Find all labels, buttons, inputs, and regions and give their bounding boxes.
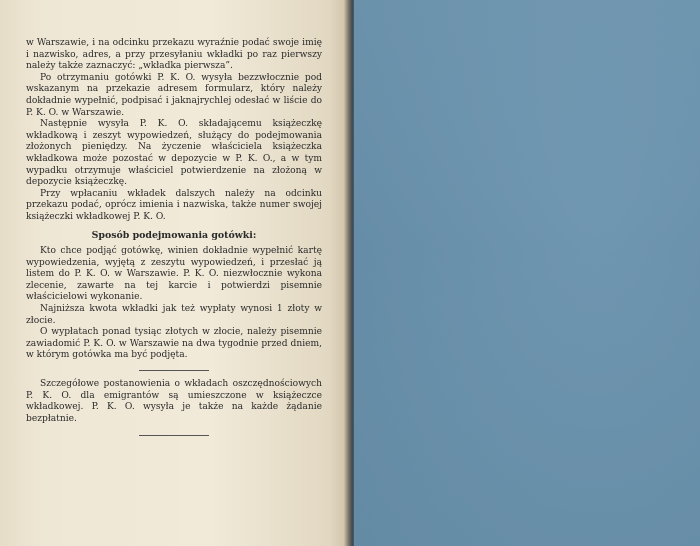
section-heading: Sposób podejmowania gotówki:	[91, 229, 257, 241]
divider-rule-bottom	[139, 435, 209, 436]
blue-cover-page	[354, 0, 700, 546]
paragraph-7: O wypłatach ponad tysiąc złotych w złocie, należy pisemnie zawiadomić P. K. O. w Warszawie na dwa tygodnie przed dniem, w którym gotówka ma być podjęta.	[26, 327, 322, 361]
paragraph-2: Po otrzymaniu gotówki P. K. O. wysyła bezzwłocznie pod wskazanym na przekazie adresem formularz, który należy dokładnie wypełnić, podpisać i jaknajrychlej odesłać w liście do P. K. O. w Warszawie.	[26, 72, 322, 118]
paragraph-1: w Warszawie, i na odcinku przekazu wyraźnie podać swoje imię i nazwisko, adres, a przy przesyłaniu wkładki po raz pierwszy należy także zaznaczyć: „wkładka pierwsza”.	[26, 38, 322, 72]
paragraph-8: Szczegółowe postanowienia o wkładach oszczędnościowych P. K. O. dla emigrantów są umieszczone w książeczce wkładkowej. P. K. O. wysyła je także na każde żądanie bezpłatnie.	[26, 379, 322, 424]
divider-rule	[139, 370, 209, 371]
paragraph-5: Kto chce podjąć gotówkę, winien dokładnie wypełnić kartę wypowiedzenia, wyjętą z zeszytu wypowiedzeń, i przesłać ją listem do P. K. O. w Warszawie. P. K. O. niezwłocznie wykona zlecenie, zawarte na tej karcie i potwierdzi pisemnie właścicielowi wykonanie.	[26, 246, 322, 303]
page-text	[26, 38, 322, 436]
paragraph-4: Przy wpłacaniu wkładek dalszych należy na odcinku przekazu podać, oprócz imienia i nazwiska, także numer swojej książeczki wkładkowej P. K. O.	[26, 188, 322, 222]
paragraph-3: Następnie wysyła P. K. O. składającemu książeczkę wkładkową i zeszyt wypowiedzeń, służący do podejmowania złożonych pieniędzy. Na życzenie właściciela książeczka wkładkowa może pozostać w depozycie w P. K. O., a w tym wypadku otrzymuje właściciel potwierdzenie na złożoną w depozycie książeczkę.	[26, 119, 322, 188]
paragraph-6: Najniższa kwota wkładki jak też wypłaty wynosi 1 złoty w złocie.	[26, 304, 322, 326]
